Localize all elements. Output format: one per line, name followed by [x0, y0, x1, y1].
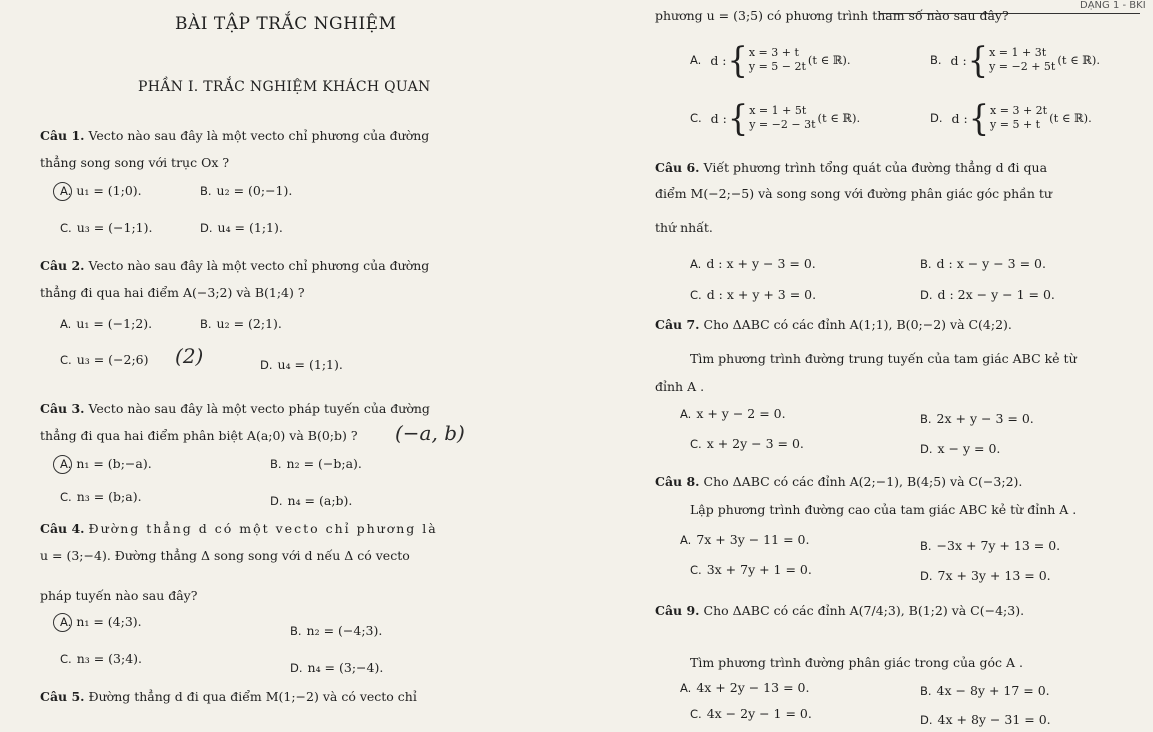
option-text: x + y − 2 = 0.: [696, 406, 786, 421]
question-6-line3: thứ nhất.: [655, 220, 713, 235]
option-label: D.: [920, 569, 933, 583]
option-label: A.: [680, 533, 692, 547]
option-text: u₄ = (1;1).: [217, 220, 283, 235]
q5-option-a[interactable]: [690, 39, 851, 81]
q3-option-c[interactable]: [60, 489, 142, 504]
question-4-line3: pháp tuyến nào sau đây?: [40, 588, 198, 603]
option-text: u₁ = (−1;2).: [76, 316, 153, 331]
option-text: 4x − 2y − 1 = 0.: [706, 706, 812, 721]
parametric-system: d : { x = 1 + 5t y = −2 − 3t (t ∈ ℝ).: [710, 97, 861, 139]
option-label: A.: [60, 317, 72, 331]
question-9-line2: Tìm phương trình đường phân giác trong của góc A .: [690, 655, 1023, 670]
option-label: D.: [270, 494, 283, 508]
q4-option-a[interactable]: [60, 614, 142, 629]
q6-option-b[interactable]: [920, 256, 1046, 271]
q2-option-c[interactable]: [60, 352, 149, 367]
q7-option-a[interactable]: [680, 406, 786, 421]
q9-option-b[interactable]: [920, 683, 1050, 698]
option-label: D.: [260, 358, 273, 372]
option-label: B.: [200, 184, 212, 198]
question-2: [40, 258, 429, 273]
q5-option-c[interactable]: [690, 97, 861, 139]
q9-option-a[interactable]: [680, 680, 809, 695]
question-text: Cho ΔABC có các đỉnh A(7/4;3), B(1;2) và C(−4;3).: [703, 603, 1025, 618]
option-label: B.: [290, 624, 302, 638]
question-1: [40, 128, 429, 143]
option-label: C.: [690, 707, 702, 721]
question-number: Câu 8.: [655, 474, 700, 489]
option-label: C.: [690, 288, 702, 302]
option-text: 4x + 2y − 13 = 0.: [696, 680, 810, 695]
question-number: Câu 6.: [655, 160, 700, 175]
q6-option-d[interactable]: [920, 287, 1055, 302]
question-7-line2: Tìm phương trình đường trung tuyến của tam giác ABC kẻ từ: [690, 351, 1077, 366]
option-label: A.: [690, 257, 702, 271]
q2-option-a[interactable]: [60, 316, 152, 331]
option-label: B.: [920, 684, 932, 698]
q1-option-c[interactable]: [60, 220, 153, 235]
question-text: Cho ΔABC có các đỉnh A(1;1), B(0;−2) và C(4;2).: [703, 317, 1012, 332]
parametric-system: d : { x = 3 + t y = 5 − 2t (t ∈ ℝ).: [710, 39, 851, 81]
option-label: B.: [920, 412, 932, 426]
question-number: Câu 2.: [40, 258, 85, 273]
parametric-system: d : { x = 3 + 2t y = 5 + t (t ∈ ℝ).: [951, 97, 1092, 139]
option-text: u₄ = (1;1).: [277, 357, 343, 372]
q6-option-a[interactable]: [690, 256, 816, 271]
option-text: 7x + 3y + 13 = 0.: [937, 568, 1051, 583]
question-7-line3: đỉnh A .: [655, 379, 705, 394]
q3-option-d[interactable]: [270, 493, 352, 508]
option-label: B.: [920, 257, 932, 271]
q7-option-d[interactable]: [920, 441, 1000, 456]
q4-option-c[interactable]: [60, 651, 142, 666]
handwritten-note: (2): [175, 344, 204, 368]
question-3: [40, 401, 430, 416]
option-text: x + 2y − 3 = 0.: [706, 436, 804, 451]
option-label: B.: [930, 52, 942, 67]
option-text: d : x − y − 3 = 0.: [936, 256, 1046, 271]
question-number: Câu 9.: [655, 603, 700, 618]
q1-option-b[interactable]: [200, 183, 292, 198]
answer-circle-mark: [53, 182, 72, 201]
q7-option-c[interactable]: [690, 436, 804, 451]
q3-option-a[interactable]: [60, 456, 152, 471]
option-label: C.: [60, 490, 72, 504]
question-number: Câu 5.: [40, 689, 85, 704]
option-label: A.: [60, 457, 72, 471]
q5-option-b[interactable]: [930, 39, 1100, 81]
question-text: Đường thẳng d đi qua điểm M(1;−2) và có vecto chỉ: [88, 689, 417, 704]
q8-option-c[interactable]: [690, 562, 812, 577]
parametric-system: d : { x = 1 + 3t y = −2 + 5t (t ∈ ℝ).: [950, 39, 1100, 81]
option-label: C.: [690, 437, 702, 451]
option-label: D.: [920, 713, 933, 727]
q5-option-d[interactable]: [930, 97, 1092, 139]
option-text: u₃ = (−2;6): [76, 352, 149, 367]
option-text: n₁ = (b;−a).: [76, 456, 152, 471]
option-label: A.: [60, 184, 72, 198]
question-number: Câu 4.: [40, 521, 85, 536]
option-text: 3x + 7y + 1 = 0.: [706, 562, 812, 577]
q8-option-b[interactable]: [920, 538, 1060, 553]
option-text: u₂ = (0;−1).: [216, 183, 293, 198]
option-label: D.: [920, 288, 933, 302]
question-6-line2: điểm M(−2;−5) và song song với đường phân giác góc phần tư: [655, 186, 1052, 201]
option-label: B.: [920, 539, 932, 553]
q1-option-a[interactable]: [60, 183, 142, 198]
question-8-line2: Lập phương trình đường cao của tam giác ABC kẻ từ đỉnh A .: [690, 502, 1077, 517]
q9-option-c[interactable]: [690, 706, 812, 721]
option-label: D.: [290, 661, 303, 675]
option-label: D.: [920, 442, 933, 456]
option-text: d : x + y + 3 = 0.: [706, 287, 817, 302]
q2-option-d[interactable]: [260, 357, 343, 372]
option-text: x − y = 0.: [937, 441, 1001, 456]
option-text: u₁ = (1;0).: [76, 183, 142, 198]
option-text: n₂ = (−b;a).: [286, 456, 362, 471]
q4-option-d[interactable]: [290, 660, 383, 675]
question-3-line2: thẳng đi qua hai điểm phân biệt A(a;0) và B(0;b) ?: [40, 428, 358, 443]
handwritten-note: (−a, b): [395, 421, 465, 445]
question-5-line2: phương u = (3;5) có phương trình tham số nào sau đây?: [655, 8, 1009, 23]
option-label: B.: [270, 457, 282, 471]
option-text: n₄ = (a;b).: [287, 493, 353, 508]
question-number: Câu 1.: [40, 128, 85, 143]
question-text: Đường thẳng d có một vecto chỉ phương là: [88, 521, 438, 536]
option-text: u₂ = (2;1).: [216, 316, 282, 331]
question-7: [655, 317, 1012, 332]
option-text: d : x + y − 3 = 0.: [706, 256, 816, 271]
question-text: Cho ΔABC có các đỉnh A(2;−1), B(4;5) và C(−3;2).: [703, 474, 1023, 489]
option-label: D.: [200, 221, 213, 235]
option-text: n₄ = (3;−4).: [307, 660, 384, 675]
question-6: [655, 160, 1047, 175]
option-text: n₁ = (4;3).: [76, 614, 142, 629]
q1-option-d[interactable]: [200, 220, 283, 235]
q9-option-d[interactable]: [920, 712, 1051, 727]
option-text: −3x + 7y + 13 = 0.: [936, 538, 1061, 553]
section-title: PHẦN I. TRẮC NGHIỆM KHÁCH QUAN: [138, 79, 431, 95]
option-text: 2x + y − 3 = 0.: [936, 411, 1034, 426]
option-text: n₃ = (b;a).: [76, 489, 142, 504]
option-label: C.: [60, 353, 72, 367]
option-label: A.: [680, 681, 692, 695]
question-text: Vecto nào sau đây là một vecto chỉ phương của đường: [88, 128, 430, 143]
option-label: B.: [200, 317, 212, 331]
option-text: d : 2x − y − 1 = 0.: [937, 287, 1055, 302]
question-number: Câu 3.: [40, 401, 85, 416]
option-label: A.: [60, 615, 72, 629]
question-number: Câu 7.: [655, 317, 700, 332]
question-9: [655, 603, 1024, 618]
question-2-line2: thẳng đi qua hai điểm A(−3;2) và B(1;4) ?: [40, 285, 305, 300]
option-text: n₂ = (−4;3).: [306, 623, 383, 638]
question-4: [40, 521, 438, 536]
q7-option-b[interactable]: [920, 411, 1034, 426]
answer-circle-mark: [53, 613, 72, 632]
option-text: 4x + 8y − 31 = 0.: [937, 712, 1051, 727]
page-tag: DẠNG 1 - BKI: [1080, 0, 1146, 11]
page-title: BÀI TẬP TRẮC NGHIỆM: [175, 14, 397, 34]
q8-option-a[interactable]: [680, 532, 809, 547]
option-label: A.: [690, 52, 702, 67]
question-text: Vecto nào sau đây là một vecto chỉ phương của đường: [88, 258, 430, 273]
option-label: A.: [680, 407, 692, 421]
q6-option-c[interactable]: [690, 287, 816, 302]
option-label: C.: [60, 221, 72, 235]
question-text: Viết phương trình tổng quát của đường thẳng d đi qua: [703, 160, 1048, 175]
q4-option-b[interactable]: [290, 623, 382, 638]
answer-circle-mark: [53, 455, 72, 474]
option-label: D.: [930, 110, 943, 125]
q8-option-d[interactable]: [920, 568, 1051, 583]
question-4-line2: u = (3;−4). Đường thẳng Δ song song với d nếu Δ có vecto: [40, 548, 410, 563]
question-1-line2: thẳng song song với trục Ox ?: [40, 155, 230, 170]
option-text: n₃ = (3;4).: [76, 651, 143, 666]
option-label: C.: [60, 652, 72, 666]
question-5: [40, 689, 417, 704]
q2-option-b[interactable]: [200, 316, 282, 331]
question-text: Vecto nào sau đây là một vecto pháp tuyến của đường: [88, 401, 430, 416]
question-8: [655, 474, 1022, 489]
option-text: 4x − 8y + 17 = 0.: [936, 683, 1050, 698]
option-text: 7x + 3y − 11 = 0.: [696, 532, 810, 547]
q3-option-b[interactable]: [270, 456, 362, 471]
option-label: C.: [690, 110, 702, 125]
option-label: C.: [690, 563, 702, 577]
option-text: u₃ = (−1;1).: [76, 220, 153, 235]
